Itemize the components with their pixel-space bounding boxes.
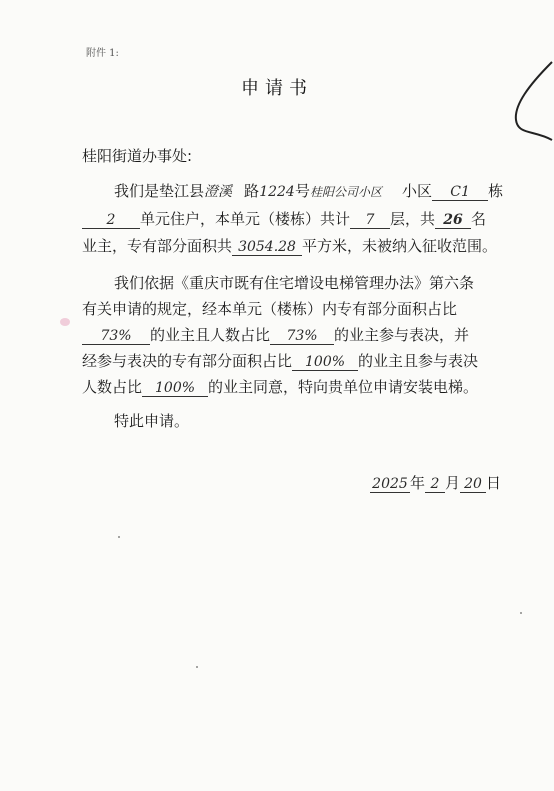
people-ratio-blank: 73% [270,328,334,345]
year-label: 年 [410,474,426,492]
body-line-5: 有关申请的规定，经本单元（楼栋）内专有部分面积占比 [82,300,458,318]
agree-area-ratio-blank: 100% [292,354,358,371]
date-line [370,472,501,493]
floors-label: 层，共 [390,210,436,228]
owners-blank: 26 [435,212,471,229]
area-blank: 3054.28 [232,239,302,256]
unit-blank: 2 [82,212,140,229]
p1-prefix: 我们是垫江县 [114,182,205,200]
attachment-label: 附件 1: [86,48,119,59]
day-handwritten: 20 [460,476,486,493]
day-label: 日 [486,474,502,492]
community-handwritten: 桂阳公司小区 [310,185,383,199]
area-suffix: 平方米，未被纳入征收范围。 [302,237,498,255]
floors-blank: 7 [350,212,390,229]
month-label: 月 [445,474,461,492]
agree-people-ratio-blank: 100% [142,380,208,397]
area-prefix: 业主，专有部分面积共 [82,237,233,255]
community-label: 小区 [402,182,433,200]
owners-label: 名 [471,210,487,228]
month-handwritten: 2 [425,476,445,493]
body-line-4: 我们依据《重庆市既有住宅增设电梯管理办法》第六条 [114,274,475,292]
number-suffix: 号 [295,182,311,200]
body-line-6 [82,324,469,345]
line6-end: 的业主参与表决，并 [334,326,470,344]
body-line-2 [82,208,486,229]
road-label: 路 [244,182,260,200]
body-line-8 [82,376,478,397]
building-label: 栋 [488,182,504,200]
page-title: 申请书 [241,78,313,99]
unit-label: 单元住户，本单元（楼栋）共计 [140,210,351,228]
closing: 特此申请。 [114,412,190,430]
year-handwritten: 2025 [370,476,410,493]
line7-end: 的业主且参与表决 [358,352,479,370]
street-name-handwritten: 澄溪 [204,184,233,200]
line7-prefix: 经参与表决的专有部分面积占比 [82,352,293,370]
body-line-1 [114,180,503,201]
body-line-7 [82,350,478,371]
ink-smudge [60,318,70,326]
line6-mid: 的业主且人数占比 [150,326,271,344]
line8-end: 的业主同意，特向贵单位申请安装电梯。 [208,378,479,396]
body-line-3 [82,235,497,256]
area-ratio-blank: 73% [82,328,150,345]
building-blank: C1 [432,184,488,201]
line8-prefix: 人数占比 [82,378,143,396]
paper-speck [118,536,120,538]
paper-speck [196,666,198,668]
paper-speck [520,612,522,614]
addressee: 桂阳街道办事处: [82,147,193,165]
road-number-handwritten: 1224 [259,184,295,200]
